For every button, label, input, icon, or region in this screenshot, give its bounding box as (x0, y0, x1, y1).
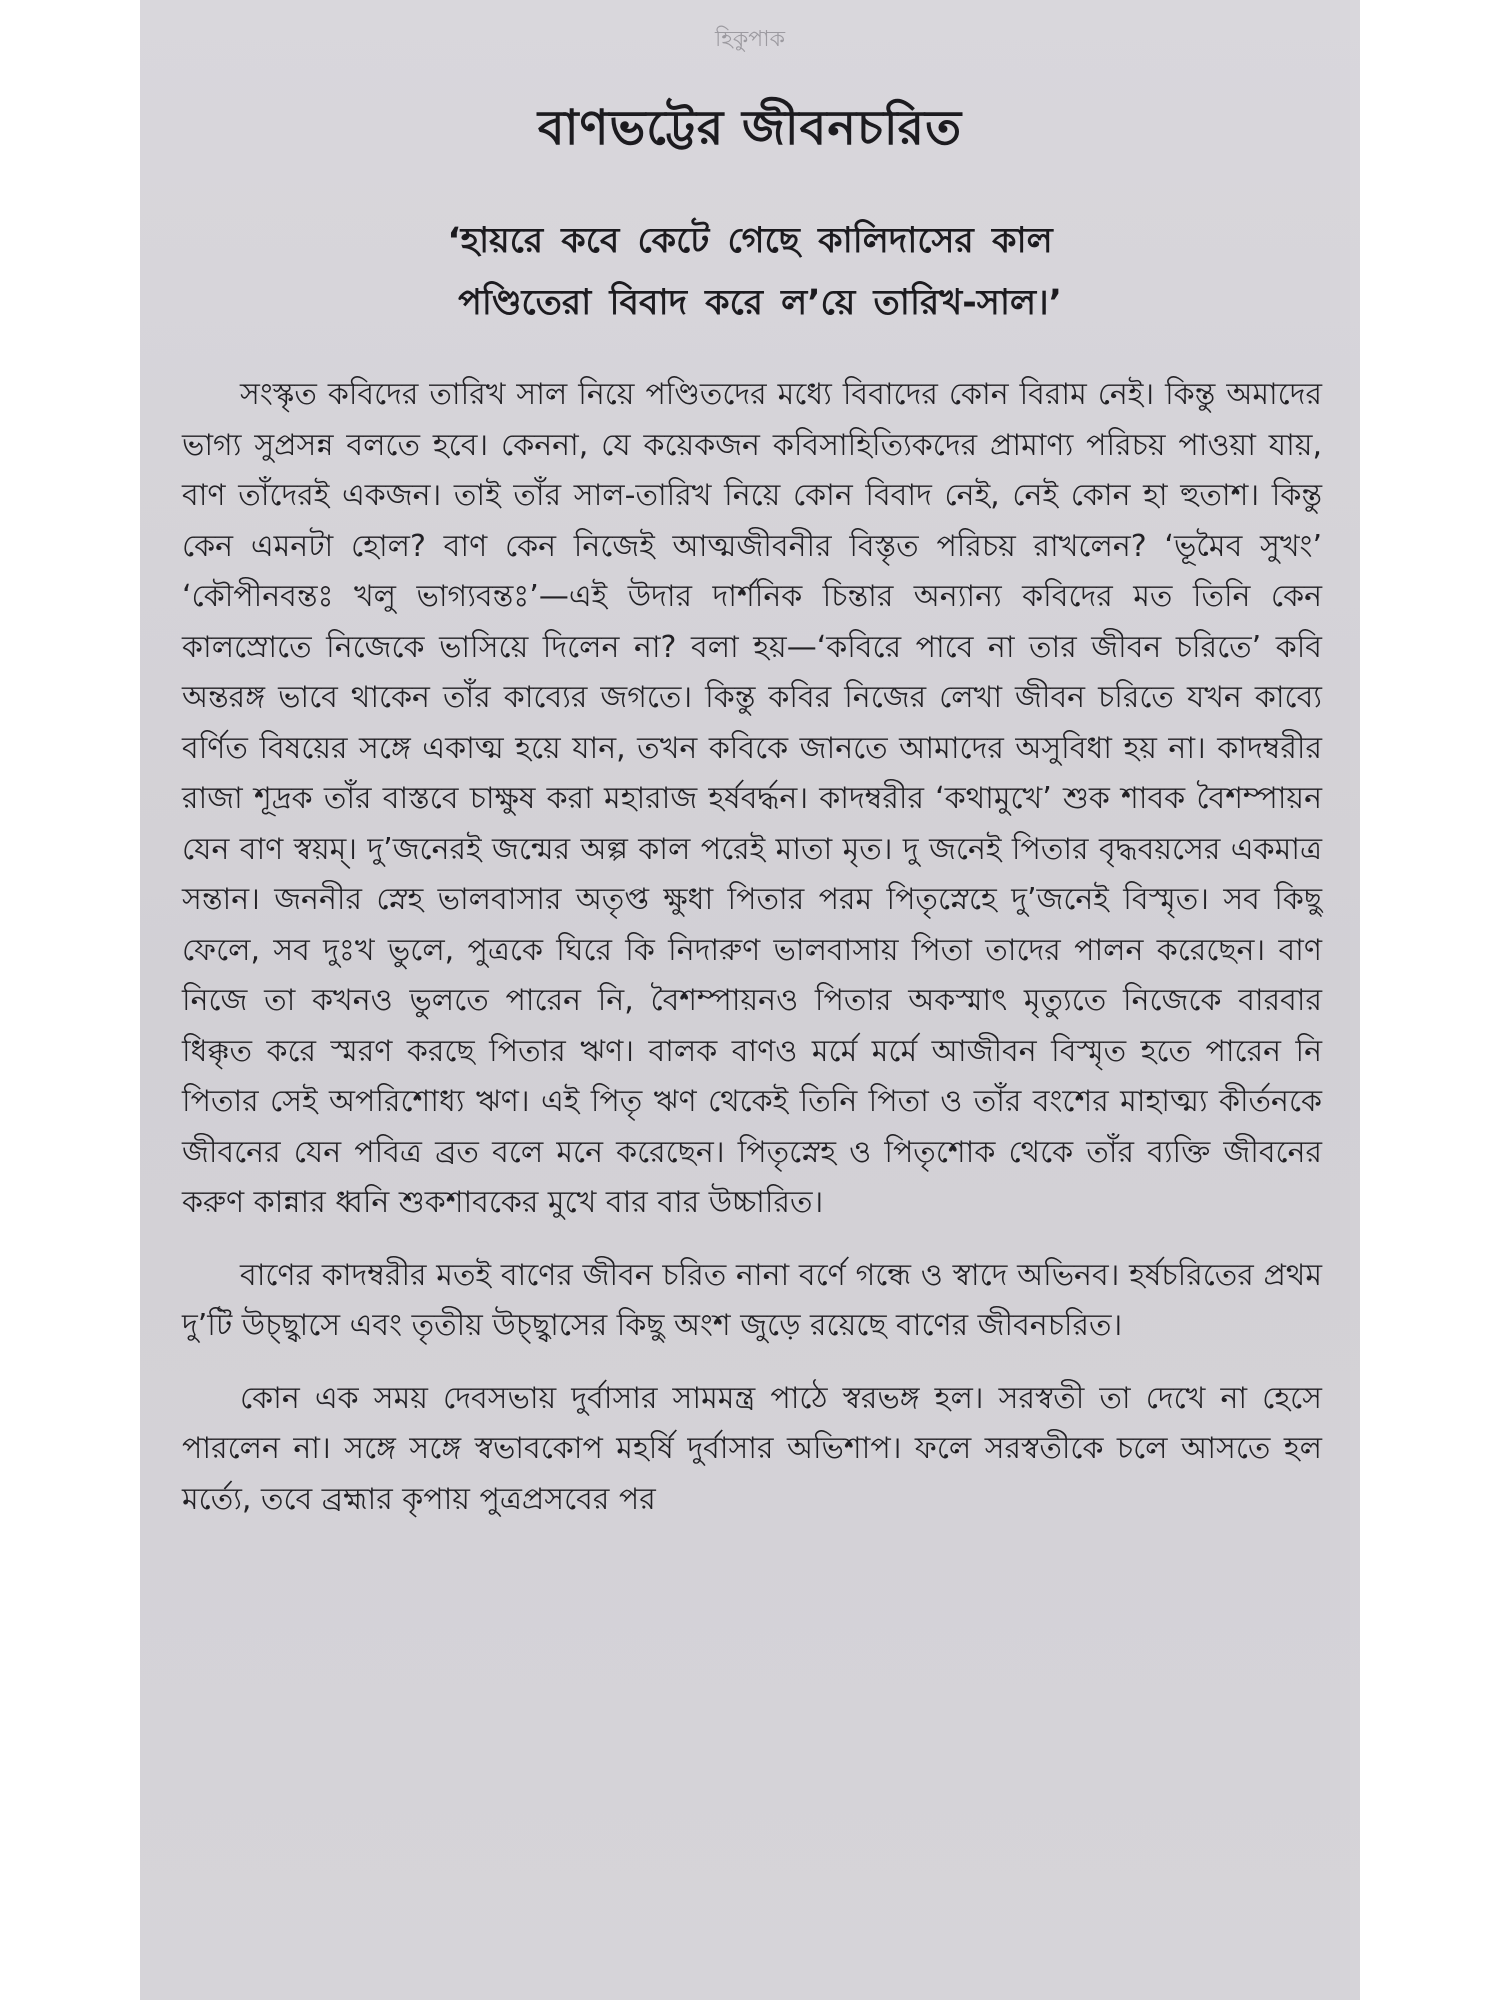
verse-line-1: ‘হায়রে কবে কেটে গেছে কালিদাসের কাল (447, 221, 1053, 261)
running-head: হিকুপাক (715, 27, 785, 52)
verse-line-2: পণ্ডিতেরা বিবাদ করে ল’য়ে তারিখ-সাল।’ (458, 283, 1062, 323)
paragraph-3: কোন এক সময় দেবসভায় দুর্বাসার সামমন্ত্র পাঠে স্বরভঙ্গ হল। সরস্বতী তা দেখে না হেসে পারলেন না। সঙ্গে সঙ্গে স্বভাবকোপ মহর্ষি দুর্বাসার অভিশাপ। ফলে সরস্বতীকে চলে আসতে হল মর্ত্যে, তবে ব্রহ্মার কৃপায় পুত্রপ্রসবের পর (182, 1380, 1322, 1517)
chapter-title: বাণভট্টের জীবনচরিত (537, 100, 963, 156)
paragraph-2: বাণের কাদম্বরীর মতই বাণের জীবন চরিত নানা বর্ণে গন্ধে ও স্বাদে অভিনব। হর্ষচরিতের প্রথম দু’টি উচ্ছ্বাসে এবং তৃতীয় উচ্ছ্বাসের কিছু অংশ জুড়ে রয়েছে বাণের জীবনচরিত। (182, 1257, 1322, 1343)
book-page (140, 0, 1360, 2000)
body-text (182, 370, 1322, 1525)
paragraph-1: সংস্কৃত কবিদের তারিখ সাল নিয়ে পণ্ডিতদের মধ্যে বিবাদের কোন বিরাম নেই। কিন্তু অমাদের ভাগ্য সুপ্রসন্ন বলতে হবে। কেননা, যে কয়েকজন কবিসাহিত্যিকদের প্রামাণ্য পরিচয় পাওয়া যায়, বাণ তাঁদেরই একজন। তাই তাঁর সাল-তারিখ নিয়ে কোন বিবাদ নেই, নেই কোন হা হুতাশ। কিন্তু কেন এমনটা হোল? বাণ কেন নিজেই আত্মজীবনীর বিস্তৃত পরিচয় রাখলেন? ‘ভূমৈব সুখং’ ‘কৌপীনবন্তঃ খলু ভাগ্যবন্তঃ’—এই উদার দার্শনিক চিন্তার অন্যান্য কবিদের মত তিনি কেন কালস্রোতে নিজেকে ভাসিয়ে দিলেন না? বলা হয়—‘কবিরে পাবে না তার জীবন চরিতে’ কবি অন্তরঙ্গ ভাবে থাকেন তাঁর কাব্যের জগতে। কিন্তু কবির নিজের লেখা জীবন চরিতে যখন কাব্যে বর্ণিত বিষয়ের সঙ্গে একাত্ম হয়ে যান, তখন কবিকে জানতে আমাদের অসুবিধা হয় না। কাদম্বরীর রাজা শূদ্রক তাঁর বাস্তবে চাক্ষুষ করা মহারাজ হর্ষবর্দ্ধন। কাদম্বরীর ‘কথামুখে’ শুক শাবক বৈশম্পায়ন যেন বাণ স্বয়ম্। দু’জনেরই জন্মের অল্প কাল পরেই মাতা মৃত। দু জনেই পিতার বৃদ্ধবয়সের একমাত্র সন্তান। জননীর স্নেহ ভালবাসার অতৃপ্ত ক্ষুধা পিতার পরম পিতৃস্নেহে দু’জনেই বিস্মৃত। সব কিছু ফেলে, সব দুঃখ ভুলে, পুত্রকে ঘিরে কি নিদারুণ ভালবাসায় পিতা তাদের পালন করেছেন। বাণ নিজে তা কখনও ভুলতে পারেন নি, বৈশম্পায়নও পিতার অকস্মাৎ মৃত্যুতে নিজেকে বারবার ধিক্কৃত করে স্মরণ করছে পিতার ঋণ। বালক বাণও মর্মে মর্মে আজীবন বিস্মৃত হতে পারেন নি পিতার সেই অপরিশোধ্য ঋণ। এই পিতৃ ঋণ থেকেই তিনি পিতা ও তাঁর বংশের মাহাত্ম্য কীর্তনকে জীবনের যেন পবিত্র ব্রত বলে মনে করেছেন। পিতৃস্নেহ ও পিতৃশোক থেকে তাঁর ব্যক্তি জীবনের করুণ কান্নার ধ্বনি শুকশাবকের মুখে বার বার উচ্চারিত। (182, 377, 1322, 1220)
epigraph-verse (140, 210, 1360, 334)
